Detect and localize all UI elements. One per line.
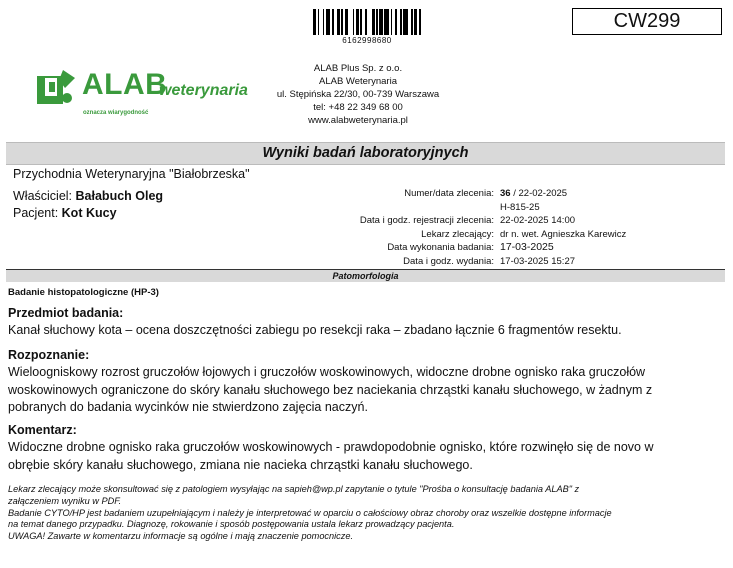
order-info-values [500,187,700,269]
subject-heading: Przedmiot badania: [8,306,124,320]
company-phone: tel: +48 22 349 68 00 [313,102,403,113]
issue-date-value: 17-03-2025 15:27 [500,255,576,267]
exam-date-value: 17-03-2025 [500,241,554,254]
order-number-value [500,187,700,201]
subject-text: Kanał słuchowy kota – ocena doszczętności zabiegu po resekcji raka – zbadano łącznie 6 fragmentów resektu. [8,323,622,337]
barcode-number: 6162998680 [342,36,392,45]
footer-line: Badanie CYTO/HP jest badaniem uzupełniającym i należy je interpretować w oparciu o całościowy obraz choroby oraz wszelkie dostępne informacje [8,507,612,518]
company-line: ALAB Weterynaria [319,76,397,87]
doctor-value: dr n. wet. Agnieszka Karewicz [500,228,627,240]
comment-text [8,439,720,474]
order-subcode: H-815-25 [500,201,540,213]
footer-line: UWAGA! Zawarte w komentarzu informacje są ogólne i mają znaczenie pomocnicze. [8,531,354,542]
registration-label: Data i godz. rejestracji zlecenia: [359,215,494,227]
order-number: 36 [500,188,511,199]
footer-line: Lekarz zlecający może skonsultować się z patologiem wysyłając na sapieh@wp.pl zapytanie o tytule "Prośba o konsultację badania ALAB" z [8,484,580,494]
exam-date-label: Data wykonania badania: [387,242,494,254]
company-website: www.alabweterynaria.pl [308,115,408,126]
section-title: Patomorfologia [6,270,725,282]
order-date: / 22-02-2025 [510,188,568,199]
diagnosis-text [8,364,720,417]
order-number-label: Numer/data zlecenia: [404,188,494,199]
diagnosis-line: Wieloogniskowy rozrost gruczołów łojowych i gruczołów woskowinowych, widoczne drobne ognisko raka gruczołów [8,365,646,379]
alab-logo-mark-icon [35,68,79,108]
footer-line: załączeniem wyniku w PDF. [8,495,122,506]
footer-line: na temat danego przypadku. Diagnozę, rokowanie i sposób postępowania ustala lekarz prowadzący pacjenta. [8,519,455,530]
company-address: ul. Stępińska 22/30, 00-739 Warszawa [276,89,440,100]
patient-name: Kot Kucy [61,206,117,220]
company-line: ALAB Plus Sp. z o.o. [313,63,403,74]
comment-line: obrębie skóry kanału słuchowego, zmiana nie nacieka chrząstki kanału słuchowego. [8,457,473,472]
owner [13,189,163,203]
order-info-labels [290,187,494,269]
patient-label: Pacjent: [13,206,59,220]
company-info [262,62,454,127]
page-title: Wyniki badań laboratoryjnych [6,142,725,165]
barcode [313,9,421,35]
clinic-name: Przychodnia Weterynaryjna "Białobrzeska" [13,167,250,181]
doctor-label: Lekarz zlecający: [421,228,494,240]
owner-name: Bałabuch Oleg [75,189,164,203]
diagnosis-heading: Rozpoznanie: [8,348,90,362]
comment-heading: Komentarz: [8,423,77,437]
footer-notes [8,484,720,543]
logo-tagline: oznacza wiarygodność [83,110,149,116]
exam-name: Badanie histopatologiczne (HP-3) [8,287,159,298]
diagnosis-line: pobranych do badania wycinków nie stwierdzono zajęcia naczyń. [8,400,368,414]
patient [13,206,117,220]
logo-brand: ALAB [82,68,168,101]
issue-date-label: Data i godz. wydania: [403,255,494,267]
diagnosis-line: woskowinowych ograniczone do skóry kanału słuchowego bez naciekania chrząstki kanału słuchowego, w żadnym z [8,382,653,397]
order-code: CW299 [572,8,722,35]
registration-value: 22-02-2025 14:00 [500,215,576,227]
comment-line: Widoczne drobne ognisko raka gruczołów woskowinowych - prawdopodobnie ognisko, które rozwinęło się de novo w [8,440,654,454]
owner-label: Właściciel: [13,189,73,203]
logo-sub: weterynaria [159,82,248,99]
